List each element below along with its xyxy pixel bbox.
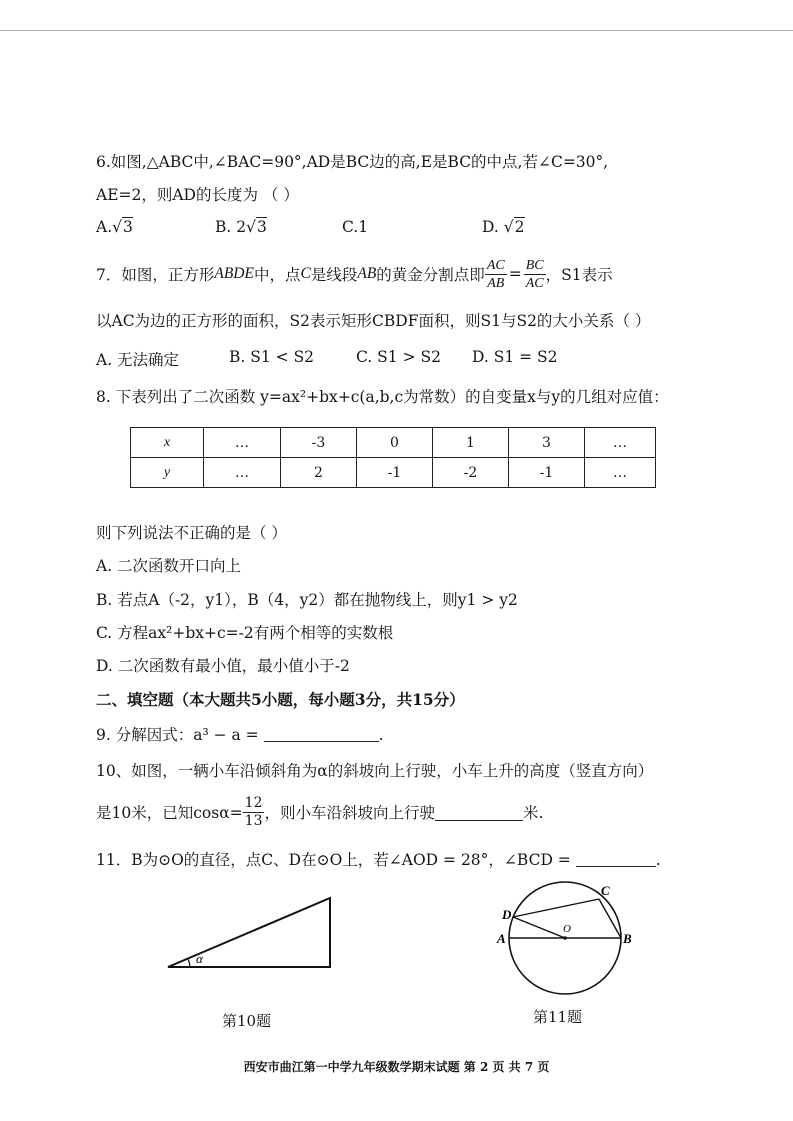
table-cell: -3 (281, 428, 357, 458)
q7-line2: 以AC为边的正方形的面积，S2表示矩形CBDF面积，则S1与S2的大小关系（ ） (96, 312, 651, 330)
q7-fraction-bc-ac: $\frac{BC}{AC}$ (525, 257, 544, 291)
q10-line2: 是10米，已知cosα= $\frac{12}{13}$ ，则小车沿斜坡向上行驶 米. (96, 794, 544, 829)
q9-answer-blank[interactable] (264, 725, 379, 742)
label-c: C (601, 883, 610, 898)
q6-option-c: C.1 (342, 218, 369, 236)
q8-option-a: A. 二次函数开口向上 (96, 557, 242, 575)
q6-option-b: B. 2√3 (215, 218, 267, 236)
q10-fraction: $\frac{12}{13}$ (244, 794, 263, 829)
figure-10-caption: 第10题 (222, 1012, 272, 1030)
radius-od (513, 917, 565, 938)
q7-line1: 7．如图，正方形 ABDE 中，点 C 是线段 AB 的黄金分割点即 $\frac{AC}{AB}$ = $\frac{BC}{AC}$ ，S1表示 (96, 257, 613, 291)
table-row (131, 458, 656, 488)
alpha-label: α (196, 951, 203, 966)
figure-10-slope (160, 890, 345, 975)
label-a: A (497, 931, 506, 946)
table-cell: 0 (357, 428, 433, 458)
section-2-title: 二、填空题（本大题共5小题，每小题3分，共15分） (96, 690, 465, 709)
q6-option-a: A.√3 (96, 218, 133, 236)
table-cell: -1 (357, 458, 433, 488)
q6-line1: 6.如图,△ABC中,∠BAC=90°,AD是BC边的高,E是BC的中点,若∠C=30°, (96, 153, 609, 171)
q7-option-b: B. S1 < S2 (229, 348, 315, 366)
label-b: B (623, 931, 632, 946)
q6-option-d: D. √2 (482, 218, 525, 236)
q6-line2: AE=2，则AD的长度为 （ ） (96, 186, 299, 204)
figure-11-caption: 第11题 (533, 1008, 583, 1026)
q8-option-b: B. 若点A（-2，y1），B（4，y2）都在抛物线上，则y1 > y2 (96, 591, 518, 609)
q8-option-d: D. 二次函数有最小值，最小值小于-2 (96, 657, 350, 675)
q11-line: 11．B为⊙O的直径，点C、D在⊙O上，若∠AOD = 28°，∠BCD = . (96, 851, 661, 869)
page-footer: 西安市曲江第一中学九年级数学期末试题 第 2 页 共 7 页 (243, 1060, 550, 1074)
chord-dc (513, 899, 599, 917)
q10-line1: 10、如图，一辆小车沿倾斜角为α的斜坡向上行驶，小车上升的高度（竖直方向） (96, 762, 654, 780)
table-row (131, 428, 656, 458)
angle-arc (188, 959, 190, 967)
center-point (563, 936, 567, 940)
table-cell: … (204, 458, 281, 488)
table-cell: x (131, 428, 204, 458)
q7-option-a: A. 无法确定 (96, 351, 180, 369)
figure-11-circle (495, 875, 640, 1005)
q9-line: 9. 分解因式：a³ − a = . (96, 726, 384, 744)
q7-fraction-ac-ab: $\frac{AC}{AB}$ (486, 257, 505, 291)
q8-prompt: 则下列说法不正确的是（ ） (96, 524, 287, 542)
table-cell: -1 (509, 458, 585, 488)
q10-answer-blank[interactable] (435, 804, 523, 821)
table-cell: 3 (509, 428, 585, 458)
q7-option-c: C. S1 > S2 (356, 348, 441, 366)
table-cell: … (585, 458, 656, 488)
q7-option-d: D. S1 = S2 (472, 348, 558, 366)
q8-line1: 8. 下表列出了二次函数 y=ax²+bx+c(a,b,c为常数）的自变量x与y的几组对应值： (96, 388, 669, 406)
q8-option-c: C. 方程ax²+bx+c=-2有两个相等的实数根 (96, 624, 394, 642)
table-cell: -2 (433, 458, 509, 488)
table-cell: 2 (281, 458, 357, 488)
q8-value-table (130, 427, 656, 488)
table-cell: 1 (433, 428, 509, 458)
table-cell: … (585, 428, 656, 458)
table-cell: y (131, 458, 204, 488)
q11-answer-blank[interactable] (576, 850, 656, 867)
table-cell: … (204, 428, 281, 458)
label-d: D (502, 907, 512, 922)
page-top-border (0, 30, 793, 31)
label-o: O (563, 923, 571, 935)
slope-triangle (168, 898, 330, 967)
